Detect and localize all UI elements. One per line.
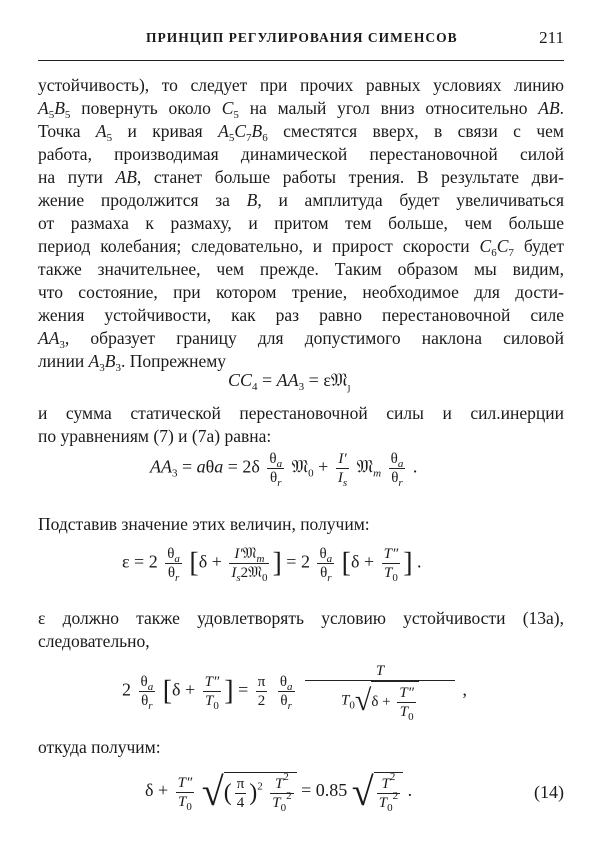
text-line: также значительнее, чем прежде. Таким образом мы видим, (38, 259, 564, 279)
text-line: ε должно также удовлетворять условию устойчивости (13а), (38, 608, 564, 628)
text-line: $A_5B_5$ повернуть около $C_5$ на малый угол вниз относительно AB. (38, 98, 565, 121)
page-header (38, 26, 564, 56)
text-line: работа, производимая динамической перестановочной силой (38, 144, 564, 164)
text-line: от размаха к размаху, и притом тем больше, чем больше (38, 213, 564, 233)
text-line: жения устойчивости, как раз равно перестановочной силе (38, 305, 564, 325)
equation-stability: 2 $\frac{\theta_a}{\theta_r}$ [δ + $\frac{T''}{T_0}$ ] = $\frac{\pi}{2}$ $\frac{\theta_a}{\theta_r}$ T $T_0√\delta$ + $\frac{T''}{T_0}$ , (122, 663, 467, 723)
text-line: линии $A_3B_3$. Попрежнему (38, 351, 227, 374)
equation-number: (14) (534, 782, 564, 802)
text-line: $AA_3$, образует границу для допустимого наклона силовой (38, 328, 564, 351)
text-line: Точка $A_5$ и кривая $A_5C_7B_6$ сместятся вверх, в связи с чем (38, 121, 565, 144)
page-number: 211 (539, 28, 564, 47)
text-line: по уравнениям (7) и (7а) равна: (38, 426, 272, 446)
header-rule (38, 60, 564, 61)
equation-aa3-sum: $AA_3 = a\theta a = 2\delta$ $\frac{\theta_a}{\theta_r}$ 𝔐$_0$ + $\frac{I'}{I_s}$ 𝔐$_m$ $\frac{\theta_a}{\theta_r}$ . (150, 451, 418, 489)
text-line: устойчивость), то следует при прочих равных условиях линию (38, 75, 564, 95)
text-line: следовательно, (38, 631, 150, 651)
text-line: Подставив значение этих величин, получим: (38, 514, 370, 534)
equation-epsilon: ε = 2 $\frac{\theta_a}{\theta_r}$ [δ + $\frac{I'𝔐_m}{I_s2𝔐_0}$ ] = 2 $\frac{\theta_a}{\theta_r}$ [δ + $\frac{T''}{T_0}$ ] . (122, 546, 422, 584)
text-line: и сумма статической перестановочной силы и сил.инерции (38, 403, 564, 423)
text-line: жение продолжится за B, и амплитуда будет увеличиваться (38, 190, 564, 210)
text-line: на пути AB, станет больше работы трения. В результате дви- (38, 167, 564, 187)
equation-14: δ + $\frac{T''}{T_0}$ √( $\frac{\pi}{4}$ )$^2$ $\frac{T^2}{T_0^2}$ = 0.85 √ $\frac{T^2}{T_0^2}$ . (145, 769, 413, 814)
text-line: период колебания; следовательно, и прирост скорости $C_6C_7$ будет (38, 236, 565, 259)
text-line: откуда получим: (38, 737, 161, 757)
running-title: ПРИНЦИП РЕГУЛИРОВАНИЯ СИМЕНСОВ (146, 30, 458, 45)
equation-cc4: $CC_4 = AA_3$ = ε𝔐$_ȷ$ (228, 370, 351, 393)
text-line: что состояние, при котором трение, необходимое для дости- (38, 282, 564, 302)
